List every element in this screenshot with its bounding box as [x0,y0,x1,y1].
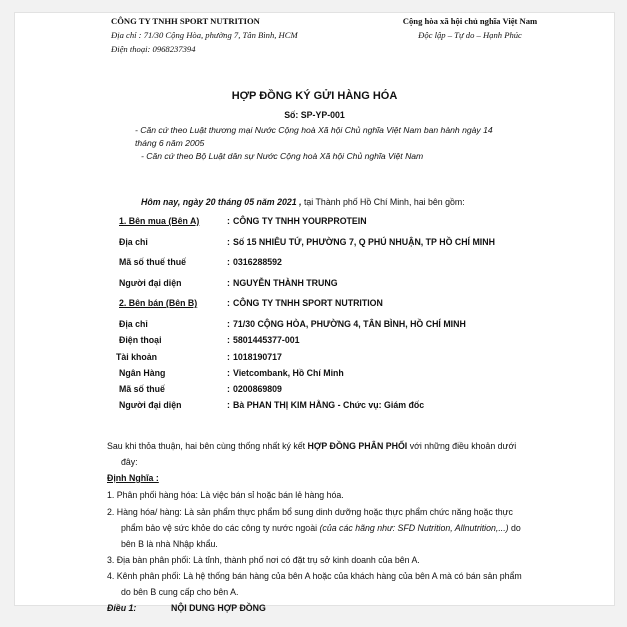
contract-number: Số: SP-YP-001 [284,110,345,120]
colon: : [227,335,230,345]
definition-item-cont: do bên B cung cấp cho bên A. [121,587,239,597]
intro-line [141,197,465,207]
party-b-tax: 0200869809 [233,384,282,394]
party-a-rep: NGUYỄN THÀNH TRUNG [233,278,338,288]
party-b-address: 71/30 CỘNG HÒA, PHƯỜNG 4, TÂN BÌNH, HỒ CHÍ MINH [233,319,466,329]
agreement-text-end: với những điều khoản dưới [407,441,517,451]
definition-text-end: do [508,523,521,533]
party-a-tax: 0316288592 [233,257,282,267]
party-a-rep-label: Người đại diện [119,278,182,288]
intro-place: tại Thành phố Hồ Chí Minh, hai bên gồm: [301,197,465,207]
definition-item-cont: bên B là nhà Nhập khẩu. [121,539,218,549]
party-a-heading: 1. Bên mua (Bên A) [119,216,200,226]
article-1-title: NỘI DUNG HỢP ĐỒNG [171,603,266,613]
party-a-address-label: Địa chỉ [119,237,148,247]
agreement-line-2: đây: [121,457,138,467]
intro-date: Hôm nay, ngày 20 tháng 05 năm 2021 , [141,197,302,207]
colon: : [227,278,230,288]
party-a-name: CÔNG TY TNHH YOURPROTEIN [233,216,367,226]
basis-line: - Căn cứ theo Bộ Luật dân sự Nước Cộng hoà Xã hội Chủ nghĩa Việt Nam [141,151,424,161]
company-phone: Điện thoại: 0968237394 [111,44,196,54]
colon: : [227,368,230,378]
party-b-tax-label: Mã số thuế [119,384,165,394]
definition-item: 1. Phân phối hàng hóa: Là việc bán sỉ hoặc bán lẻ hàng hóa. [107,490,344,500]
country-motto: Độc lập – Tự do – Hạnh Phúc [418,30,522,40]
colon: : [227,216,230,226]
definition-text: phẩm bảo vệ sức khỏe do các công ty nước ngoài [121,523,318,533]
party-b-bank: Vietcombank, Hồ Chí Minh [233,368,344,378]
article-1-label: Điều 1: [107,603,137,613]
party-b-address-label: Địa chỉ [119,319,148,329]
party-b-heading: 2. Bên bán (Bên B) [119,298,198,308]
basis-line: - Căn cứ theo Luật thương mại Nước Cộng hoà Xã hội Chủ nghĩa Việt Nam ban hành ngày 14 [135,125,493,135]
party-b-name: CÔNG TY TNHH SPORT NUTRITION [233,298,383,308]
party-a-address: Số 15 NHIÊU TỨ, PHƯỜNG 7, Q PHÚ NHUẬN, TP HỒ CHÍ MINH [233,237,495,247]
country-name: Cộng hòa xã hội chủ nghĩa Việt Nam [402,16,538,26]
contract-page [14,12,615,613]
party-b-account-label: Tài khoản [116,352,158,362]
company-address: Địa chỉ : 71/30 Cộng Hòa, phường 7, Tân Bình, HCM [111,30,298,40]
party-b-rep-label: Người đại diện [119,400,182,410]
agreement-contract-type: HỢP ĐỒNG PHÂN PHỐI [307,441,408,451]
party-b-account: 1018190717 [233,352,282,362]
definition-item: 4. Kênh phân phối: Là hệ thống bán hàng của bên A hoặc của khách hàng của bên A mà có bán sản phẩm [107,571,522,581]
colon: : [227,298,230,308]
definition-item: 3. Địa bàn phân phối: Là tỉnh, thành phố nơi có đặt trụ sở kinh doanh của bên A. [107,555,420,565]
definitions-heading: Định Nghĩa : [107,473,159,483]
party-b-rep: Bà PHAN THỊ KIM HẰNG - Chức vụ: Giám đốc [233,400,425,410]
company-name: CÔNG TY TNHH SPORT NUTRITION [111,16,260,26]
party-b-bank-label: Ngân Hàng [119,368,166,378]
agreement-text: Sau khi thỏa thuận, hai bên cùng thống nhất ký kết [107,441,308,451]
colon: : [227,237,230,247]
definition-item: 2. Hàng hóa/ hàng: Là sản phẩm thực phẩm bổ sung dinh dưỡng hoặc thực phẩm chức năng hoặc thực [107,507,513,517]
party-b-phone-label: Điện thoại [119,335,162,345]
party-a-tax-label: Mã số thuế thuế [119,257,186,267]
party-b-phone: 5801445377-001 [233,335,300,345]
agreement-line [107,441,516,451]
contract-title: HỢP ĐỒNG KÝ GỬI HÀNG HÓA [231,90,398,102]
colon: : [227,384,230,394]
colon: : [227,352,230,362]
definition-brands: (của các hãng như: SFD Nutrition, Allnutrition,...) [319,523,509,533]
definition-item-cont [121,523,521,533]
basis-line: tháng 6 năm 2005 [135,138,205,148]
colon: : [227,319,230,329]
colon: : [227,257,230,267]
colon: : [227,400,230,410]
